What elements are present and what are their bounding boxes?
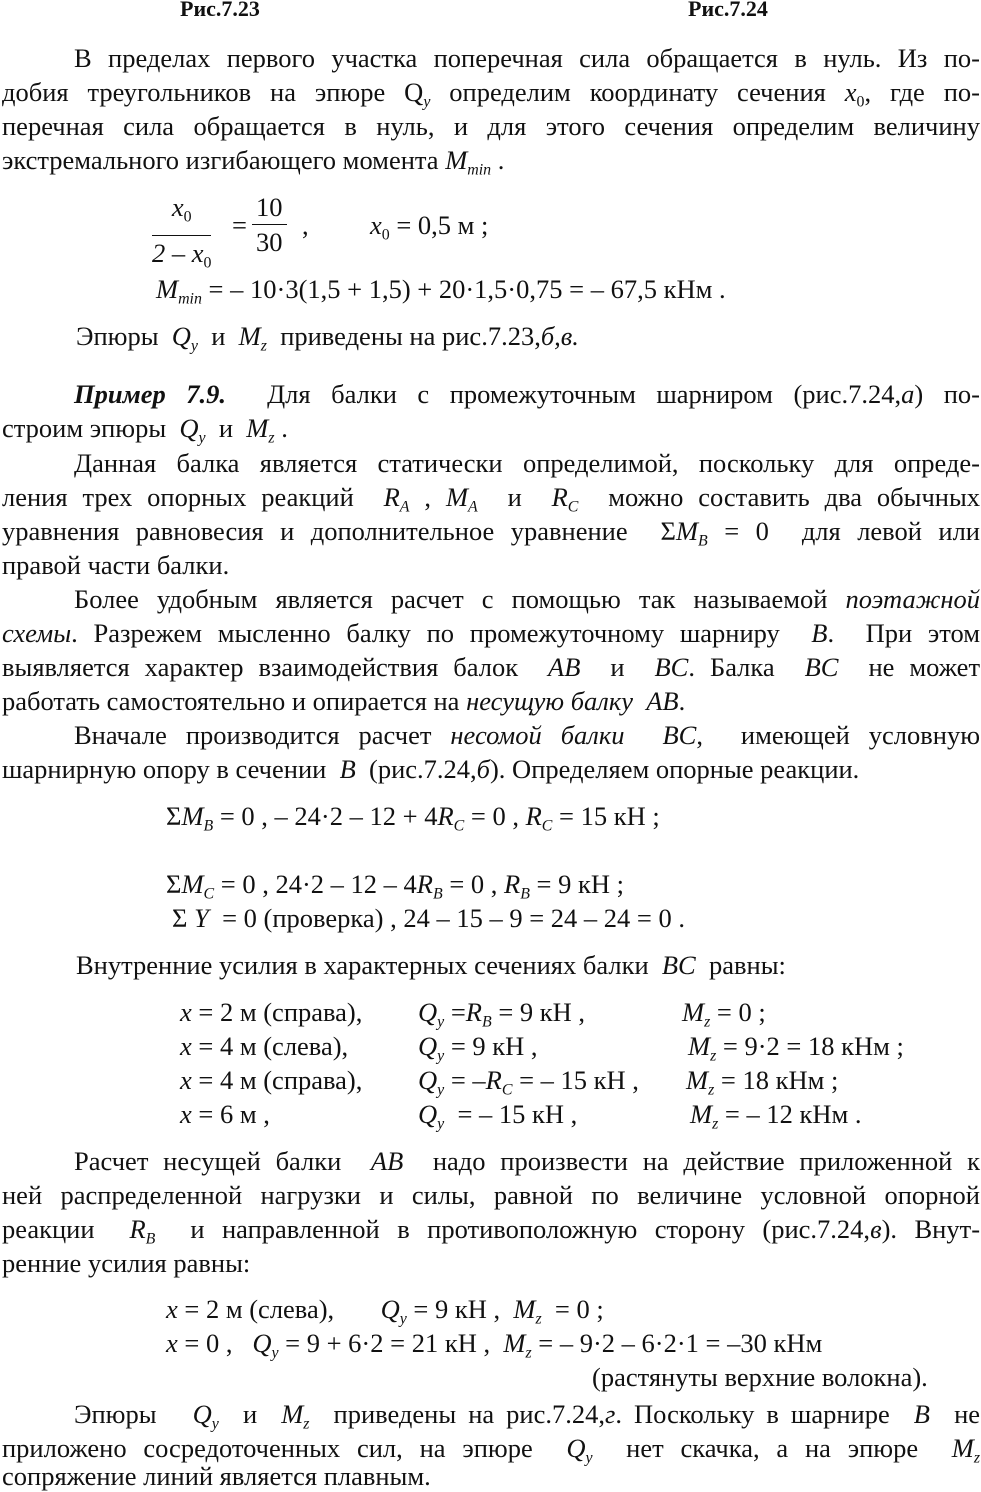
t1-r4-x: x = 6 м , xyxy=(180,1099,270,1129)
t1-r1-x: x = 2 м (справа), xyxy=(180,997,363,1027)
x0-result: $x_0 = 0,5$ м ; xyxy=(370,210,489,244)
p8-line1: Эпюры $Q_y$ и $M_z$ приведены на рис.7.24,г. Поскольку в шарнире B не xyxy=(74,1399,981,1433)
p8-line3: сопряжение линий является плавным. xyxy=(2,1461,431,1491)
p3-line2: ления трех опорных реакций $R_A$ , $M_A$ и $R_C$ можно составить два обычных xyxy=(2,482,981,516)
eq-sum-mc: $\Sigma M_C = 0$ , $24\cdot 2 - 12 - 4R_B = 0$ , $R_B = 9$ кН ; xyxy=(166,869,624,903)
figure-caption-right: Рис.7.24 xyxy=(688,0,768,21)
p5-line1: Вначале производится расчет несомой балки BC, имеющей условную xyxy=(74,720,980,750)
t2-r1: x = 2 м (слева), $Q_y = 9$ кН , $M_z = 0$ ; xyxy=(166,1294,604,1328)
t1-r4-m: $M_z$ = – 12 кНм . xyxy=(690,1099,862,1133)
comma: , xyxy=(302,210,309,240)
p1-line1: В пределах первого участка поперечная сила обращается в нуль. Из по- xyxy=(74,43,980,73)
p1-line3: перечная сила обращается в нуль, и для этого сечения определим величину xyxy=(2,111,980,141)
mmin-equation: $M_{min}$ = – 10·3(1,5 + 1,5) + 20·1,5·0,75 = – 67,5 кНм . xyxy=(156,274,726,308)
p7-line1: Расчет несущей балки AB надо произвести на действие приложенной к xyxy=(74,1146,981,1176)
t1-r4-q: $Q_y$ = – 15 кН , xyxy=(418,1099,578,1133)
p3-line3: уравнения равновесия и дополнительное уравнение $\Sigma M_B = 0$ для левой или xyxy=(2,516,980,550)
example-line1: Пример 7.9. Для балки с промежуточным шарниром (рис.7.24,а) по- xyxy=(74,379,980,409)
p3-line1: Данная балка является статически определимой, поскольку для опреде- xyxy=(74,448,980,478)
fraction-10-30: $\frac{10}{30}$ xyxy=(252,190,287,259)
example-line2: строим эпюры $Q_y$ и $M_z$ . xyxy=(2,413,288,447)
t1-r2-q: $Q_y = 9$ кН , xyxy=(418,1031,538,1065)
p8-line2: приложено сосредоточенных сил, на эпюре $Q_y$ нет скачка, а на эпюре $M_z$ xyxy=(2,1433,981,1467)
p7-line4: ренние усилия равны: xyxy=(2,1248,251,1278)
p3-line4: правой части балки. xyxy=(2,550,230,580)
fraction-x0: $\frac{x_0}{2 - x_0}$ xyxy=(152,192,212,272)
eq-sum-y: Σ Y = 0 (проверка) , 24 – 15 – 9 = 24 – 24 = 0 . xyxy=(172,903,685,933)
t1-r3-x: x = 4 м (справа), xyxy=(180,1065,363,1095)
p6-line: Внутренние усилия в характерных сечениях балки BC равны: xyxy=(76,950,786,980)
p4-line4: работать самостоятельно и опирается на несущую балку AB. xyxy=(2,686,686,716)
p4-line3: выявляется характер взаимодействия балок AB и BC. Балка BC не может xyxy=(2,652,981,682)
t1-r2-m: $M_z = 9\cdot 2 = 18$ кНм ; xyxy=(688,1031,904,1065)
t2-r3: (растянуты верхние волокна). xyxy=(592,1362,928,1392)
t2-r2: x = 0 , $Q_y = 9 + 6\cdot 2 = 21$ кН , $M_z$ = – 9·2 – 6·2·1 = –30 кНм xyxy=(166,1328,823,1362)
p1-line2: добия треугольников на эпюре $Q_y$ определим координату сечения $x_0$, где по- xyxy=(2,77,980,111)
t1-r3-q: $Q_y = -R_C$ = – 15 кН , xyxy=(418,1065,639,1099)
p7-line3: реакции $R_B$ и направленной в противоположную сторону (рис.7.24,в). Внут- xyxy=(2,1214,981,1248)
p1-line4: экстремального изгибающего момента $M_{min}$ . xyxy=(2,145,505,179)
t1-r2-x: x = 4 м (слева), xyxy=(180,1031,349,1061)
p5-line2: шарнирную опору в сечении B (рис.7.24,б). Определяем опорные реакции. xyxy=(2,754,860,784)
p2-line: Эпюры $Q_y$ и $M_z$ приведены на рис.7.23,б,в. xyxy=(76,321,579,355)
t1-r1-m: $M_z = 0$ ; xyxy=(682,997,766,1031)
equals-sign: = xyxy=(232,210,247,240)
figure-caption-left: Рис.7.23 xyxy=(180,0,260,21)
eq-sum-mb: $\Sigma M_B = 0$ , – $24\cdot 2 - 12 + 4R_C = 0$ , $R_C = 15$ кН ; xyxy=(166,801,660,835)
p7-line2: ней распределенной нагрузки и силы, равной по величине условной опорной xyxy=(2,1180,980,1210)
p4-line2: схемы. Разрежем мысленно балку по промежуточному шарниру B. При этом xyxy=(2,618,980,648)
p4-line1: Более удобным является расчет с помощью так называемой поэтажной xyxy=(74,584,981,614)
t1-r3-m: $M_z = 18$ кНм ; xyxy=(686,1065,839,1099)
t1-r1-q: $Q_y =R_B = 9$ кН , xyxy=(418,997,586,1031)
